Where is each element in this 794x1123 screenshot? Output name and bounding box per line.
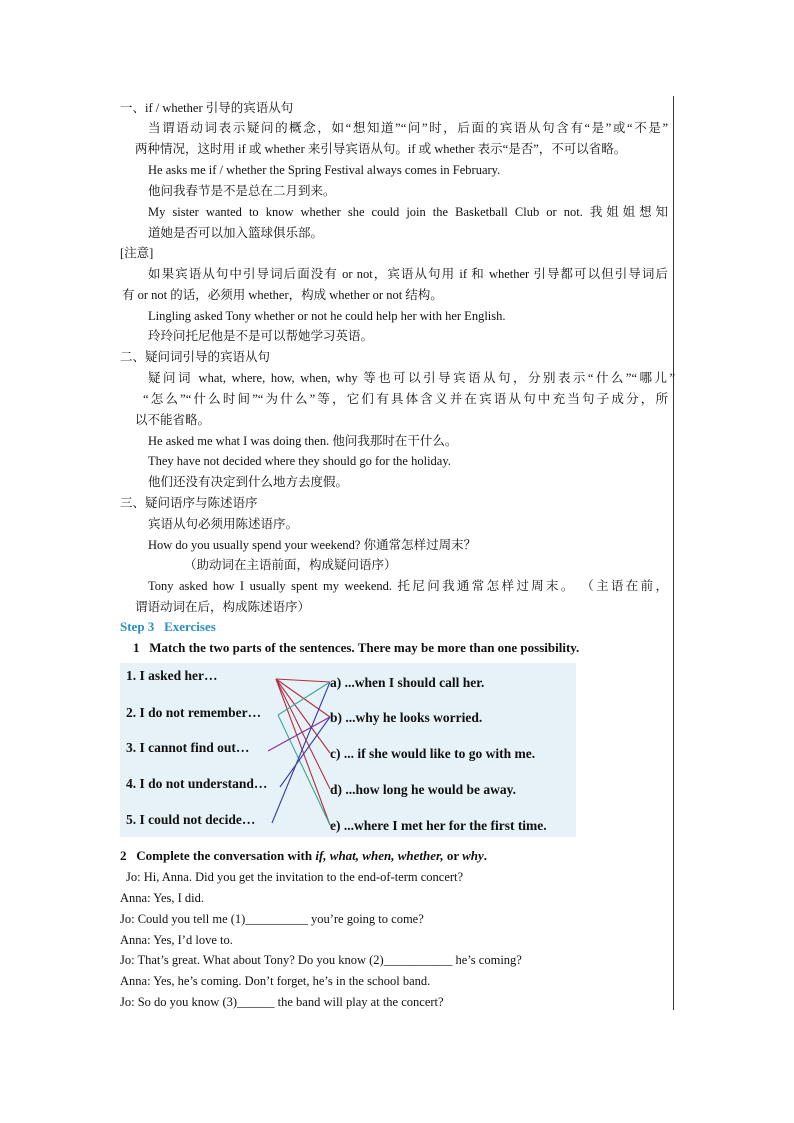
- match-line: [276, 679, 330, 789]
- dialogue-line-4: Anna: Yes, I’d love to.: [120, 933, 233, 947]
- match-line: [268, 717, 330, 751]
- example-sentence: Tony asked how I usually spent my weekend. 托尼问我通常怎样过周末。 （主语在前，: [148, 579, 668, 593]
- note-text-line2: 有 or not 的话，必须用 whether，构成 whether or not 结构。: [122, 288, 443, 302]
- section1-paragraph-line2: 两种情况，这时用 if 或 whether 来引导宾语从句。if 或 whether 表示“是否”，不可以省略。: [135, 142, 627, 156]
- note-label: [注意]: [120, 246, 154, 260]
- match-line: [276, 679, 330, 682]
- section3-heading: 三、疑问语序与陈述语序: [120, 496, 258, 510]
- example-sentence: My sister wanted to know whether she could join the Basketball Club or not. 我姐姐想知: [148, 205, 668, 219]
- matching-lines: [120, 663, 576, 837]
- example-note: （助动词在主语前面，构成疑问语序）: [184, 558, 397, 572]
- example-translation: 玲玲问托尼他是不是可以帮她学习英语。: [148, 329, 374, 343]
- match-right-item-a: a) ...when I should call her.: [330, 675, 485, 690]
- target-words: if, what, when, whether,: [315, 848, 444, 863]
- exercise2-instruction: [120, 848, 487, 864]
- section1-heading: 一、if / whether 引导的宾语从句: [120, 101, 294, 115]
- example-sentence: He asks me if / whether the Spring Festival always comes in February.: [148, 163, 501, 177]
- section2-paragraph-line1: 疑问词 what, where, how, when, why 等也可以引导宾语从句，分别表示“什么”“哪儿”: [148, 371, 675, 385]
- example-note: 谓语动词在后，构成陈述语序）: [135, 600, 311, 614]
- step-number: Step 3: [120, 619, 155, 634]
- section1-paragraph-line1: 当谓语动词表示疑问的概念，如“想知道”“问”时，后面的宾语从句含有“是”或“不是”: [148, 121, 668, 135]
- exercise-number: 2: [120, 848, 127, 863]
- match-right-item-e: e) ...where I met her for the first time.: [330, 818, 547, 833]
- exercise-instruction-text: Complete the conversation with: [136, 848, 316, 863]
- match-right-item-c: c) ... if she would like to go with me.: [330, 746, 536, 761]
- match-left-item-3: 3. I cannot find out…: [126, 740, 250, 755]
- example-sentence: He asked me what I was doing then. 他问我那时在干什么。: [148, 434, 458, 448]
- right-margin-rule: [673, 96, 674, 1010]
- section2-paragraph-line3: 以不能省略。: [135, 413, 211, 427]
- dialogue-line-6: Anna: Yes, he’s coming. Don’t forget, he’s in the school band.: [120, 974, 431, 988]
- exercise-instruction-text: Match the two parts of the sentences. There may be more than one possibility.: [149, 640, 580, 655]
- example-sentence: They have not decided where they should go for the holiday.: [148, 454, 451, 468]
- step-label: [120, 619, 216, 635]
- example-sentence: How do you usually spend your weekend? 你通常怎样过周末？: [148, 538, 477, 552]
- example-translation: 他问我春节是不是总在二月到来。: [148, 184, 336, 198]
- instruction-or: or: [443, 848, 463, 863]
- match-right-item-d: d) ...how long he would be away.: [330, 782, 517, 797]
- target-word-why: why: [462, 848, 484, 863]
- match-left-item-4: 4. I do not understand…: [126, 776, 268, 791]
- match-right-item-b: b) ...why he looks worried.: [330, 710, 483, 725]
- dialogue-line-2: Anna: Yes, I did.: [120, 891, 205, 905]
- match-left-item-1: 1. I asked her…: [126, 668, 218, 683]
- section3-paragraph: 宾语从句必须用陈述语序。: [148, 517, 299, 531]
- match-line: [280, 717, 330, 787]
- example-translation: 道她是否可以加入篮球俱乐部。: [148, 226, 324, 240]
- example-sentence: Lingling asked Tony whether or not he could help her with her English.: [148, 309, 506, 323]
- instruction-end: .: [483, 848, 488, 863]
- dialogue-line-3: Jo: Could you tell me (1)__________ you’re going to come?: [120, 912, 424, 926]
- exercise1-instruction: [133, 640, 579, 656]
- step-title: Exercises: [164, 619, 216, 634]
- match-left-item-2: 2. I do not remember…: [126, 705, 262, 720]
- example-translation: 他们还没有决定到什么地方去度假。: [148, 475, 349, 489]
- section2-paragraph-line2: “怎么”“什么时间”“为什么”等，它们有具体含义并在宾语从句中充当句子成分，所: [143, 392, 668, 406]
- note-text-line1: 如果宾语从句中引导词后面没有 or not，宾语从句用 if 和 whether 引导都可以但引导词后: [148, 267, 668, 281]
- section2-heading: 二、疑问词引导的宾语从句: [120, 350, 271, 364]
- exercise-number: 1: [133, 640, 140, 655]
- dialogue-line-7: Jo: So do you know (3)______ the band will play at the concert?: [120, 995, 444, 1009]
- dialogue-line-5: Jo: That’s great. What about Tony? Do you know (2)___________ he’s coming?: [120, 953, 522, 967]
- match-left-item-5: 5. I could not decide…: [126, 812, 256, 827]
- dialogue-line-1: Jo: Hi, Anna. Did you get the invitation to the end-of-term concert?: [126, 870, 464, 884]
